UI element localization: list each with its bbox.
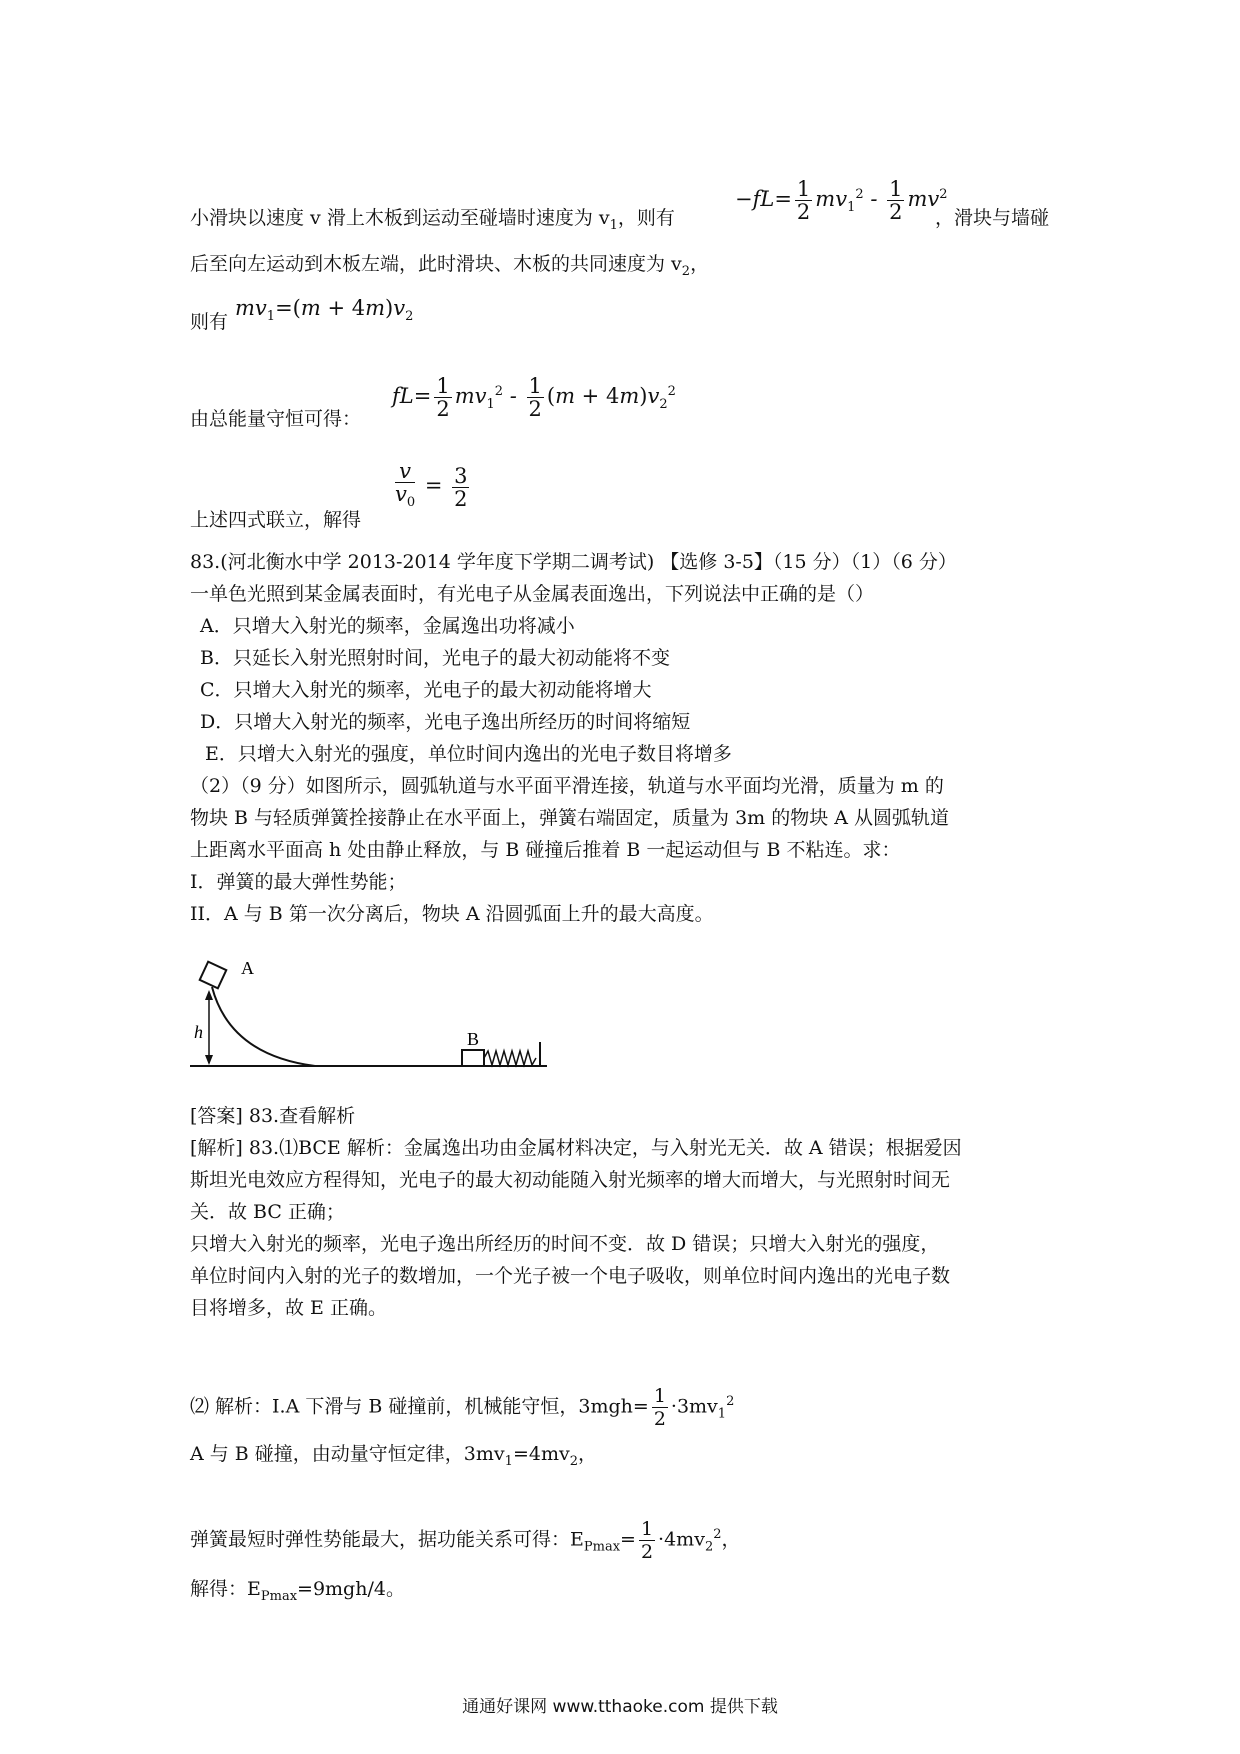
energy-equation-1: −fL= $\frac{1}{2}$ $mv_1^2$ - $\frac{1}{2}$ $mv^2$ — [735, 177, 948, 224]
ratio-result: $\frac{v}{v_0}$ = $\frac{3}{2}$ — [395, 459, 468, 511]
question-stem: 一单色光照到某金属表面时，有光电子从金属表面逸出，下列说法中正确的是（） — [190, 583, 875, 605]
label-a: A — [241, 958, 254, 978]
question-part-i: I．弹簧的最大弹性势能； — [190, 871, 407, 893]
part2-line: （2）（9 分）如图所示，圆弧轨道与水平面平滑连接，轨道与水平面均光滑，质量为 m 的 — [190, 775, 944, 797]
label-h: h — [194, 1022, 203, 1042]
analysis-line: 只增大入射光的频率，光电子逸出所经历的时间不变．故 D 错误；只增大入射光的强度， — [190, 1233, 940, 1255]
spring — [484, 1051, 536, 1065]
question-header: 83.(河北衡水中学 2013-2014 学年度下学期二调考试) 【选修 3-5】（15 分）（1）（6 分） — [190, 551, 957, 573]
part2-analysis-line: 弹簧最短时弹性势能最大，据功能关系可得：$E_{Pmax}=$ $\frac{1}{2}$ $\cdot 4mv_2^2$， — [190, 1518, 741, 1563]
momentum-equation: $mv_1=(m + 4m)v_2$ — [235, 296, 414, 325]
track-diagram — [185, 950, 565, 1075]
block-a — [200, 962, 227, 989]
answer-line: [答案] 83.查看解析 — [190, 1105, 356, 1127]
option-a: A．只增大入射光的频率，金属逸出功将减小 — [200, 615, 575, 637]
block-b — [462, 1050, 484, 1066]
part2-analysis-line: ⑵ 解析：I.A 下滑与 B 碰撞前，机械能守恒，3mgh= $\frac{1}{2}$ $\cdot 3mv_1^2$ — [190, 1385, 735, 1430]
part2-line: 物块 B 与轻质弹簧拴接静止在水平面上，弹簧右端固定，质量为 3m 的物块 A 从圆弧轨道 — [190, 807, 950, 829]
text-line: 上述四式联立，解得 — [190, 509, 362, 531]
part2-line: 上距离水平面高 h 处由静止释放，与 B 碰撞后推着 B 一起运动但与 B 不粘连。求： — [190, 839, 901, 861]
text-line: ，滑块与墙碰 — [935, 207, 1050, 229]
text-line: 由总能量守恒可得： — [190, 408, 362, 430]
option-b: B．只延长入射光照射时间，光电子的最大初动能将不变 — [200, 647, 670, 669]
text-line: 后至向左运动到木板左端，此时滑块、木板的共同速度为 $v_2$， — [190, 253, 710, 279]
option-e: E．只增大入射光的强度，单位时间内逸出的光电子数目将增多 — [205, 743, 732, 765]
part2-analysis-line: 解得：$E_{Pmax}=9mgh/4$。 — [190, 1578, 405, 1604]
arrow-down-head — [205, 1055, 213, 1065]
analysis-line: 单位时间内入射的光子的数增加，一个光子被一个电子吸收，则单位时间内逸出的光电子数 — [190, 1265, 951, 1287]
analysis-line: [解析] 83.⑴BCE 解析：金属逸出功由金属材料决定，与入射光无关．故 A 错误；根据爱因 — [190, 1137, 962, 1159]
label-b: B — [467, 1029, 480, 1049]
analysis-line: 关．故 BC 正确； — [190, 1201, 345, 1223]
question-part-ii: II．A 与 B 第一次分离后，物块 A 沿圆弧面上升的最大高度。 — [190, 903, 714, 925]
footer-credit: 通通好课网 www.tthaoke.com 提供下载 — [462, 1697, 778, 1717]
text-line: 小滑块以速度 v 滑上木板到运动至碰墙时速度为 $v_1$，则有 — [190, 207, 675, 233]
arc-track — [212, 987, 315, 1066]
option-c: C．只增大入射光的频率，光电子的最大初动能将增大 — [200, 679, 652, 701]
analysis-line: 斯坦光电效应方程得知，光电子的最大初动能随入射光频率的增大而增大，与光照射时间无 — [190, 1169, 951, 1191]
arrow-up-head — [205, 990, 213, 1000]
option-d: D．只增大入射光的频率，光电子逸出所经历的时间将缩短 — [200, 711, 691, 733]
text-line: 则有 — [190, 311, 229, 333]
analysis-line: 目将增多，故 E 正确。 — [190, 1297, 387, 1319]
energy-equation-2: fL= $\frac{1}{2}$ $mv_1^2$ - $\frac{1}{2}$ $(m + 4m)v_2^2$ — [392, 374, 676, 421]
part2-analysis-line: A 与 B 碰撞，由动量守恒定律，$3mv_1=4mv_2$， — [190, 1443, 597, 1469]
